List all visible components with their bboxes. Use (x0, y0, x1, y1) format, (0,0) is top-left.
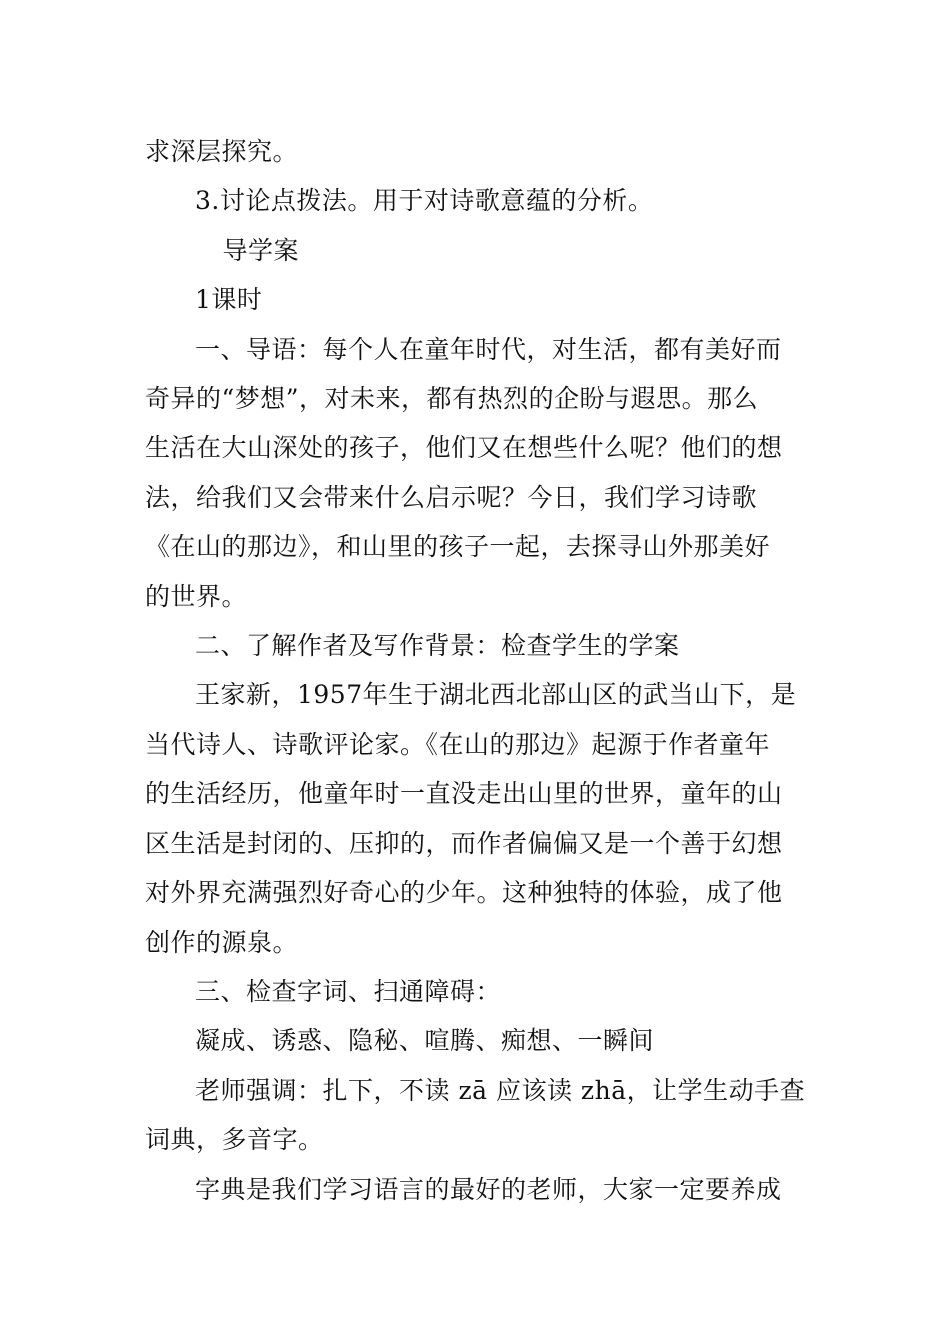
text-line: 对外界充满强烈好奇心的少年。这种独特的体验，成了他 (145, 878, 783, 908)
text-line: 奇异的“梦想”，对未来，都有热烈的企盼与遐思。那么 (145, 384, 759, 414)
section-heading: 导学案 (222, 235, 300, 265)
vocabulary-list: 凝成、诱惑、隐秘、喧腾、痴想、一瞬间 (195, 1026, 655, 1056)
text-line: 的世界。 (145, 581, 248, 611)
document-body (145, 127, 807, 1214)
text-line: 当代诗人、诗歌评论家。《在山的那边》起源于作者童年 (145, 729, 771, 759)
text-line: 法，给我们又会带来什么启示呢？今日，我们学习诗歌 (145, 482, 758, 512)
text-line: 生活在大山深处的孩子，他们又在想些什么呢？他们的想 (145, 433, 783, 463)
text-line: 区生活是封闭的、压抑的，而作者偏偏又是一个善于幻想 (145, 828, 783, 858)
text-line: 词典，多音字。 (145, 1125, 324, 1155)
text-line: 王家新，1957年生于湖北西北部山区的武当山下，是 (195, 680, 797, 710)
lesson-duration: 1课时 (195, 285, 263, 315)
text-line: 老师强调：扎下，不读 zā 应该读 zhā，让学生动手查 (195, 1075, 806, 1105)
text-line: 创作的源泉。 (145, 927, 299, 957)
text-line: 的生活经历，他童年时一直没走出山里的世界，童年的山 (145, 779, 783, 809)
section-title: 三、检查字词、扫通障碍： (195, 976, 502, 1006)
text-line: 3.讨论点拨法。用于对诗歌意蕴的分析。 (195, 186, 654, 216)
text-line: 《在山的那边》，和山里的孩子一起，去探寻山外那美好 (145, 532, 771, 562)
text-line: 字典是我们学习语言的最好的老师，大家一定要养成 (195, 1174, 782, 1204)
text-line: 求深层探究。 (145, 137, 299, 166)
text-line: 一、导语：每个人在童年时代，对生活，都有美好而 (195, 334, 782, 364)
section-title: 二、了解作者及写作背景：检查学生的学案 (195, 631, 680, 661)
